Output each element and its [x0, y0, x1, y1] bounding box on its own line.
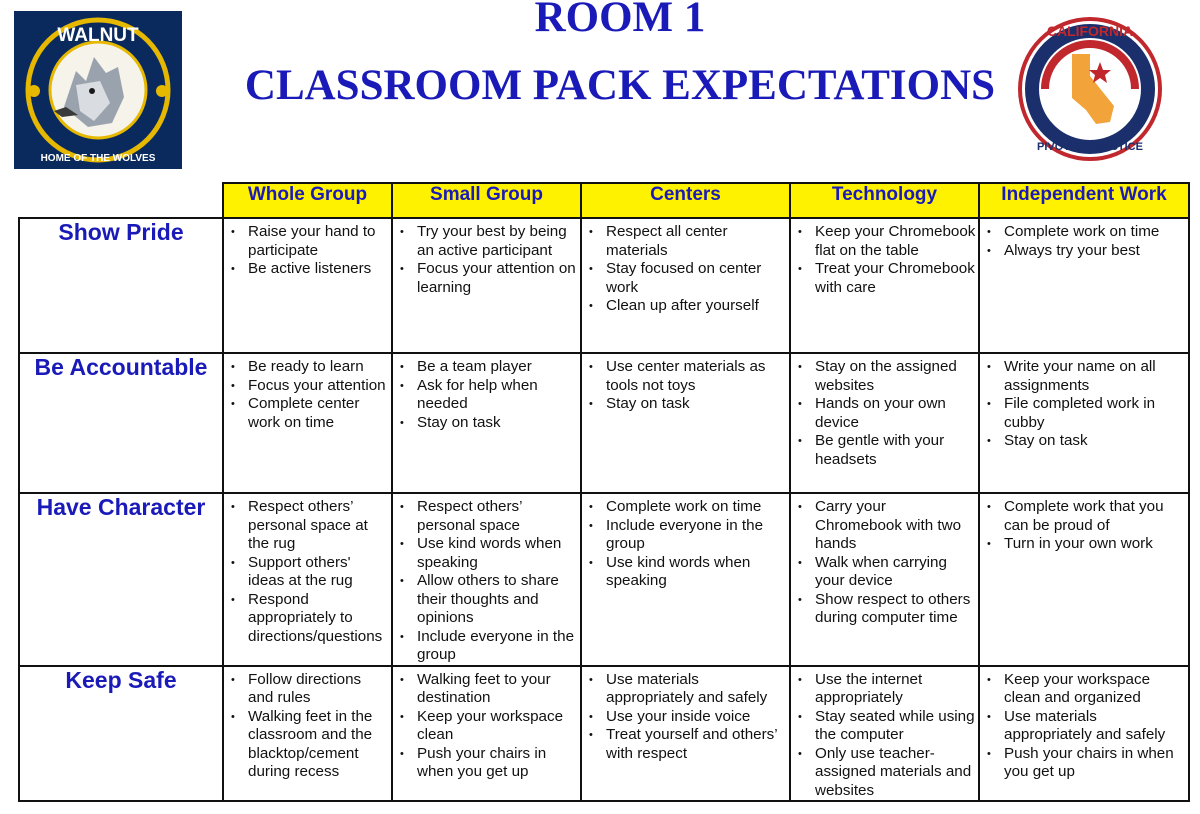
column-header-technology: Technology	[790, 183, 979, 218]
list-item: • Clean up after yourself	[606, 297, 787, 316]
wolf-emblem-icon	[14, 11, 182, 169]
bullet-list	[791, 358, 978, 469]
list-item: • Stay seated while using the computer	[815, 708, 976, 745]
column-header-small-group: Small Group	[392, 183, 581, 218]
list-item: • Keep your workspace clean	[417, 708, 578, 745]
bullet-list	[980, 498, 1188, 554]
list-item: • Push your chairs in when you get up	[1004, 745, 1186, 782]
list-item: • Include everyone in the group	[606, 517, 787, 554]
cell-show-pride-technology	[790, 218, 979, 353]
bullet-list	[582, 358, 789, 414]
list-item: • Be gentle with your headsets	[815, 432, 976, 469]
column-header-centers: Centers	[581, 183, 790, 218]
california-pivotal-practice-logo	[1010, 14, 1170, 164]
table-row-be-accountable	[19, 353, 1189, 493]
bullet-list	[791, 671, 978, 801]
list-item: • File completed work in cubby	[1004, 395, 1186, 432]
list-item: • Try your best by being an active participant	[417, 223, 578, 260]
seal-text-bottom: PIVOTAL PRACTICE	[1037, 141, 1143, 153]
list-item: • Write your name on all assignments	[1004, 358, 1186, 395]
cell-have-character-small-group	[392, 493, 581, 666]
bullet-list	[224, 358, 391, 432]
table-row-show-pride	[19, 218, 1189, 353]
bullet-list	[582, 671, 789, 764]
list-item: • Treat your Chromebook with care	[815, 260, 976, 297]
list-item: • Focus your attention on learning	[417, 260, 578, 297]
bullet-list	[224, 671, 391, 782]
bullet-list	[980, 223, 1188, 260]
cell-keep-safe-independent-work	[979, 666, 1189, 802]
cell-keep-safe-centers	[581, 666, 790, 802]
cell-be-accountable-independent-work	[979, 353, 1189, 493]
list-item: • Use materials appropriately and safely	[1004, 708, 1186, 745]
column-header-row	[19, 183, 1189, 218]
list-item: • Use your inside voice	[606, 708, 787, 727]
row-header-show-pride: Show Pride	[19, 218, 223, 353]
bullet-list	[393, 498, 580, 665]
list-item: • Walking feet to your destination	[417, 671, 578, 708]
list-item: • Use the internet appropriately	[815, 671, 976, 708]
list-item: • Keep your Chromebook flat on the table	[815, 223, 976, 260]
list-item: • Stay on the assigned websites	[815, 358, 976, 395]
cell-be-accountable-whole-group	[223, 353, 392, 493]
cell-have-character-whole-group	[223, 493, 392, 666]
list-item: • Use kind words when speaking	[606, 554, 787, 591]
cell-be-accountable-technology	[790, 353, 979, 493]
list-item: • Stay on task	[1004, 432, 1186, 451]
page-title-expectations: CLASSROOM PACK EXPECTATIONS	[244, 62, 996, 109]
bullet-list	[980, 671, 1188, 782]
row-header-have-character: Have Character	[19, 493, 223, 666]
page-title-room: ROOM 1	[534, 0, 706, 41]
column-header-whole-group: Whole Group	[223, 183, 392, 218]
bullet-list	[980, 358, 1188, 451]
list-item: • Only use teacher-assigned materials and websites	[815, 745, 976, 801]
list-item: • Be ready to learn	[248, 358, 389, 377]
cell-keep-safe-technology	[790, 666, 979, 802]
list-item: • Stay on task	[606, 395, 787, 414]
list-item: • Be active listeners	[248, 260, 389, 279]
cell-have-character-centers	[581, 493, 790, 666]
list-item: • Complete work on time	[1004, 223, 1186, 242]
list-item: • Keep your workspace clean and organized	[1004, 671, 1186, 708]
cell-show-pride-independent-work	[979, 218, 1189, 353]
list-item: • Turn in your own work	[1004, 535, 1186, 554]
walnut-wolves-logo	[14, 11, 182, 169]
bullet-list	[791, 223, 978, 297]
table-row-keep-safe	[19, 666, 1189, 802]
cell-keep-safe-whole-group	[223, 666, 392, 802]
bullet-list	[582, 498, 789, 591]
list-item: • Respond appropriately to directions/questions	[248, 591, 389, 647]
cell-have-character-independent-work	[979, 493, 1189, 666]
list-item: • Support others' ideas at the rug	[248, 554, 389, 591]
list-item: • Push your chairs in when you get up	[417, 745, 578, 782]
list-item: • Focus your attention	[248, 377, 389, 396]
list-item: • Hands on your own device	[815, 395, 976, 432]
list-item: • Walking feet in the classroom and the blacktop/cement during recess	[248, 708, 389, 782]
logo-text-bottom: HOME OF THE WOLVES	[40, 153, 156, 164]
list-item: • Show respect to others during computer time	[815, 591, 976, 628]
cell-be-accountable-small-group	[392, 353, 581, 493]
list-item: • Complete work that you can be proud of	[1004, 498, 1186, 535]
california-seal-icon	[1010, 14, 1170, 164]
list-item: • Respect others’ personal space at the rug	[248, 498, 389, 554]
cell-show-pride-whole-group	[223, 218, 392, 353]
list-item: • Stay on task	[417, 414, 578, 433]
list-item: • Complete work on time	[606, 498, 787, 517]
corner-cell	[19, 183, 223, 218]
list-item: • Stay focused on center work	[606, 260, 787, 297]
cell-show-pride-small-group	[392, 218, 581, 353]
list-item: • Carry your Chromebook with two hands	[815, 498, 976, 554]
list-item: • Respect all center materials	[606, 223, 787, 260]
cell-have-character-technology	[790, 493, 979, 666]
list-item: • Raise your hand to participate	[248, 223, 389, 260]
bullet-list	[393, 671, 580, 782]
list-item: • Use kind words when speaking	[417, 535, 578, 572]
bullet-list	[791, 498, 978, 628]
bullet-list	[224, 223, 391, 279]
list-item: • Use materials appropriately and safely	[606, 671, 787, 708]
list-item: • Follow directions and rules	[248, 671, 389, 708]
cell-show-pride-centers	[581, 218, 790, 353]
row-header-be-accountable: Be Accountable	[19, 353, 223, 493]
list-item: • Include everyone in the group	[417, 628, 578, 665]
logo-text-top: WALNUT	[57, 25, 139, 46]
list-item: • Respect others’ personal space	[417, 498, 578, 535]
list-item: • Be a team player	[417, 358, 578, 377]
bullet-list	[393, 358, 580, 432]
list-item: • Allow others to share their thoughts and opinions	[417, 572, 578, 628]
list-item: • Use center materials as tools not toys	[606, 358, 787, 395]
bullet-list	[224, 498, 391, 646]
list-item: • Complete center work on time	[248, 395, 389, 432]
row-header-keep-safe: Keep Safe	[19, 666, 223, 802]
list-item: • Treat yourself and others’ with respect	[606, 726, 787, 763]
list-item: • Ask for help when needed	[417, 377, 578, 414]
column-header-independent-work: Independent Work	[979, 183, 1189, 218]
expectations-table	[18, 182, 1190, 802]
table-row-have-character	[19, 493, 1189, 666]
cell-keep-safe-small-group	[392, 666, 581, 802]
bullet-list	[582, 223, 789, 316]
seal-text-top: CALIFORNIA	[1046, 23, 1134, 39]
cell-be-accountable-centers	[581, 353, 790, 493]
list-item: • Walk when carrying your device	[815, 554, 976, 591]
bullet-list	[393, 223, 580, 297]
list-item: • Always try your best	[1004, 242, 1186, 261]
